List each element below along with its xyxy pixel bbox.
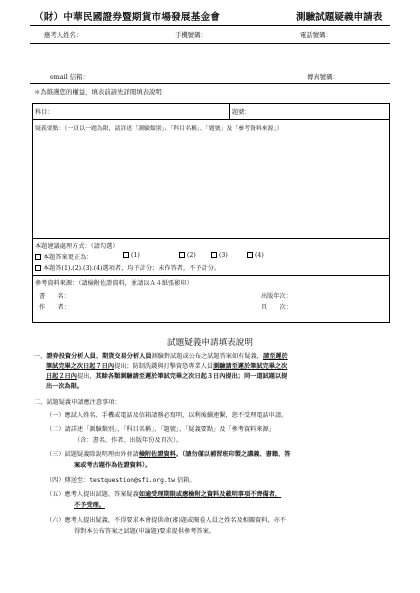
reference-source-label: 參考資料來源：（請檢附佐證資料，並請以Ａ４紙張影印） — [35, 280, 193, 287]
item-1-line-4: 出一次為限。 — [46, 383, 84, 390]
row-line-2 — [33, 238, 389, 239]
item-2-number: 二、 — [34, 399, 47, 406]
question-number-label[interactable]: 題號： — [232, 109, 251, 116]
item-2-sub-6-a: （六）應考人提出疑義，不得要求本會提供命(審)題或閱卷人員之姓名及相關資料，亦不 — [46, 517, 286, 524]
form-title: 測驗試題疑義申請表 — [296, 12, 383, 23]
choice-4[interactable] — [247, 252, 264, 259]
correct-answer-checkbox[interactable] — [35, 254, 41, 260]
fields-divider-1 — [30, 43, 390, 44]
phone-label[interactable]: 電話號碼： — [300, 31, 332, 39]
choice-3[interactable] — [211, 252, 228, 259]
item-2-sub-3-b: 案或考古題作為佐證資料）。 — [74, 462, 152, 469]
book-title-label[interactable]: 書 名： — [39, 293, 70, 300]
item-2-title: 試題疑義申請應注意事項： — [46, 399, 121, 406]
row-line-1 — [33, 119, 389, 120]
all-score-checkbox[interactable] — [35, 265, 41, 271]
item-2-sub-2-a: （二）請詳述「測驗類別」、「科目名稱」、「題號」、「疑義要點」及「參考資料來源」 — [46, 426, 275, 433]
suggestion-label: 本題建議處理方式：（請勾選） — [35, 243, 119, 250]
item-2-sub-6-b: 得對本公布答案之試題(申論題)要求提供參考答案。 — [74, 528, 215, 535]
item-1-line-3 — [46, 372, 287, 382]
option-correct-row[interactable] — [35, 252, 93, 261]
subject-label[interactable]: 科目： — [35, 109, 54, 116]
doubt-points-label[interactable]: 疑義要點：（一頁以一題為限，請詳述「測驗類別」、「科目名稱」、「題號」及「參考資料來源」） — [35, 126, 283, 132]
item-2-sub-2-b: （含：書名、作者、出版年份及頁次）。 — [74, 437, 183, 444]
item-2-sub-4-text: （四）傳送至： — [46, 477, 90, 484]
item-2-sub-3-warning: 。（請勿僅以補習班印製之講義、書籍、答 — [175, 451, 291, 458]
item-2-sub-4-tail: 信箱。 — [175, 477, 196, 484]
item-1-deadline-a: 請至遲於 — [262, 353, 288, 360]
item-2-sub-3-evidence: 檢附佐證資料 — [138, 451, 176, 458]
notice-text: ＊為維護您的權益，填表前請先詳閱填表說明 — [34, 88, 162, 96]
correct-answer-label: 本題答案更正為： — [43, 254, 93, 261]
item-2-sub-5-text: （五）應考人提出試題、答案疑義 — [46, 491, 139, 498]
mobile-label[interactable]: 手機號碼： — [175, 31, 207, 39]
item-1-number: 一、 — [34, 353, 47, 360]
item-2-sub-3-a — [46, 450, 290, 460]
item-2-sub-3-text: （三）試題疑義除說明理由外並請 — [46, 451, 139, 458]
choice-2-checkbox[interactable] — [179, 252, 185, 258]
item-1-submit: 提出， — [76, 373, 96, 380]
choice-2-label: (2) — [187, 252, 196, 259]
choice-1-label: (1) — [131, 252, 140, 259]
choice-3-label: (3) — [219, 252, 228, 259]
email-link[interactable]: testquestion@sfi.org.tw — [89, 477, 175, 484]
item-2-sub-5-b: 不予受理。 — [74, 502, 105, 509]
page-number-label[interactable]: 頁 次： — [261, 304, 292, 311]
item-1-analysts: 證券投資分析人員、期貨交易分析人員 — [46, 353, 152, 360]
choice-4-checkbox[interactable] — [247, 252, 253, 258]
option-all-row[interactable] — [35, 263, 220, 272]
choice-1-checkbox[interactable] — [123, 252, 129, 258]
choice-4-label: (4) — [255, 252, 264, 259]
item-2-sub-4 — [46, 476, 196, 486]
item-2-head — [34, 398, 121, 408]
row-line-3 — [33, 275, 389, 276]
choice-3-checkbox[interactable] — [211, 252, 217, 258]
subject-divider — [229, 104, 230, 119]
fax-label[interactable]: 傳真號碼： — [307, 73, 339, 81]
item-1-seven-days: 筆試完畢之次日起７日內 — [46, 363, 115, 370]
choice-2[interactable] — [179, 252, 196, 259]
item-1-other-tests: 其餘各類測驗 — [95, 373, 133, 380]
email-label[interactable]: email 信箱： — [50, 73, 89, 81]
author-label[interactable]: 作 者： — [39, 304, 70, 311]
item-1-aml-text: 提出；防制洗錢與打擊資恐專業人員 — [114, 363, 214, 370]
choice-1[interactable] — [123, 252, 140, 259]
fields-divider-2 — [30, 83, 390, 84]
item-1-deadline-b: 測驗請至遲於筆試完畢之次 — [213, 363, 288, 370]
item-1-two-days: 日起２日內 — [46, 373, 77, 380]
all-score-label: 本題答(1).(2).(3).(4)選項者，均予計分；未作答者，不予計分。 — [43, 265, 221, 272]
publish-year-label[interactable]: 出版年次： — [261, 293, 292, 300]
item-2-sub-1: （一）應試人姓名、手機或電話及信箱請務必寫明，以利後續連繫，恕不受理電話申請。 — [46, 412, 288, 419]
applicant-name-label[interactable]: 應考人姓名： — [44, 31, 83, 39]
item-1-doubt-text: 測驗對試題或公布之試題答案如有疑義， — [151, 353, 263, 360]
item-2-sub-5-a — [46, 490, 281, 500]
doubt-form-table — [32, 103, 390, 323]
organization-name: （財）中華民國證券暨期貨市場發展基金會 — [34, 12, 221, 23]
header-divider — [30, 25, 390, 26]
item-1-three-days: 請至遲於筆試完畢之次日起３日內提出；同一道試題以提 — [132, 373, 288, 380]
item-1-line-2 — [46, 362, 287, 372]
instructions-title: 試題疑義申請填表說明 — [167, 338, 253, 348]
item-2-sub-5-condition: 如逾受理期限或應檢附之資料及載明事項不齊備者， — [138, 491, 282, 498]
item-1-line-1 — [34, 352, 288, 362]
